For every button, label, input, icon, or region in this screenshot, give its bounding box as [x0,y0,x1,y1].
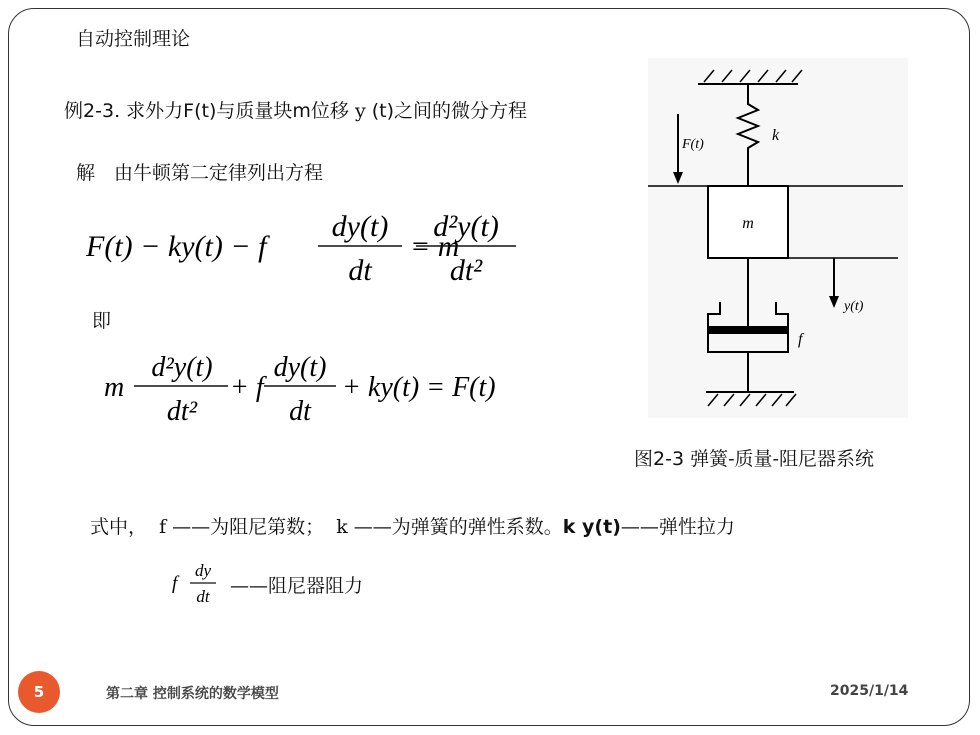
damper-force-fraction [168,556,228,616]
f-description: ——为阻尼第数； [172,516,325,538]
footer-chapter: 第二章 控制系统的数学模型 [106,686,279,702]
example-dot: . [114,100,121,122]
example-force: F(t) [183,100,217,122]
eq1-eq-m: = m [410,230,460,263]
eq1-frac2-den: dt² [449,254,483,287]
slide-header-title: 自动控制理论 [76,28,191,50]
example-number: 2-3 [83,100,115,122]
eq2-m: m [104,372,125,403]
ky-description: ——弹性拉力 [620,516,735,538]
displacement-label: y(t) [844,299,864,314]
damper-force-description: ——阻尼器阻力 [230,575,364,597]
caption-text: 弹簧-质量-阻尼器系统 [684,448,874,470]
spring-mass-damper-diagram [648,58,908,418]
example-text3: 位移 y [310,100,372,122]
example-prefix: 例 [64,100,84,122]
example-statement [64,96,527,123]
eq2-rest: + ky(t) = F(t) [342,372,496,403]
eq2-frac1-num: d²y(t) [151,352,213,383]
footer-date: 2025/1/14 [830,683,909,699]
eq2-frac2-num: dy(t) [273,352,327,383]
eq1-lhs: F(t) − ky(t) − f [86,230,267,263]
eq1-frac1-den: dt [348,254,372,287]
damper-f-symbol: f [172,573,178,594]
equation-1 [86,200,526,292]
equation-2 [104,346,524,438]
eq2-frac1-den: dt² [166,396,198,427]
figure-caption [634,444,874,471]
eq1-frac2-num: d²y(t) [433,210,499,243]
eq2-frac2-den: dt [289,396,311,427]
solution-intro: 解 由牛顿第二定律列出方程 [76,162,324,184]
spring-k-label: k [772,127,780,144]
force-label: F(t) [682,137,704,152]
example-text4: 之间的微分方程 [394,100,528,122]
example-text2: 与质量块 [216,100,293,122]
that-is-label: 即 [92,310,112,332]
k-symbol: k [336,516,348,538]
example-mass: m [292,100,311,122]
where-label: 式中， [90,516,148,538]
k-description: ——为弹簧的弹性系数。 [353,516,563,538]
damper-frac-den: dt [196,587,210,606]
mass-label: m [742,215,754,232]
caption-prefix: 图 [634,448,654,470]
symbol-definitions [90,512,735,539]
damper-frac-num: dy [194,561,212,580]
eq1-frac1-num: dy(t) [331,210,389,243]
eq2-plus-f: + f [230,372,264,403]
example-text1: 求外力 [120,100,184,122]
f-symbol: f [159,516,167,538]
ky-symbol: k y(t) [562,516,621,538]
damper-piston [708,326,788,334]
example-t: (t) [371,100,395,122]
damper-f-label: f [798,331,803,348]
caption-number: 2-3 [653,448,685,470]
page-number-badge: 5 [18,671,60,713]
